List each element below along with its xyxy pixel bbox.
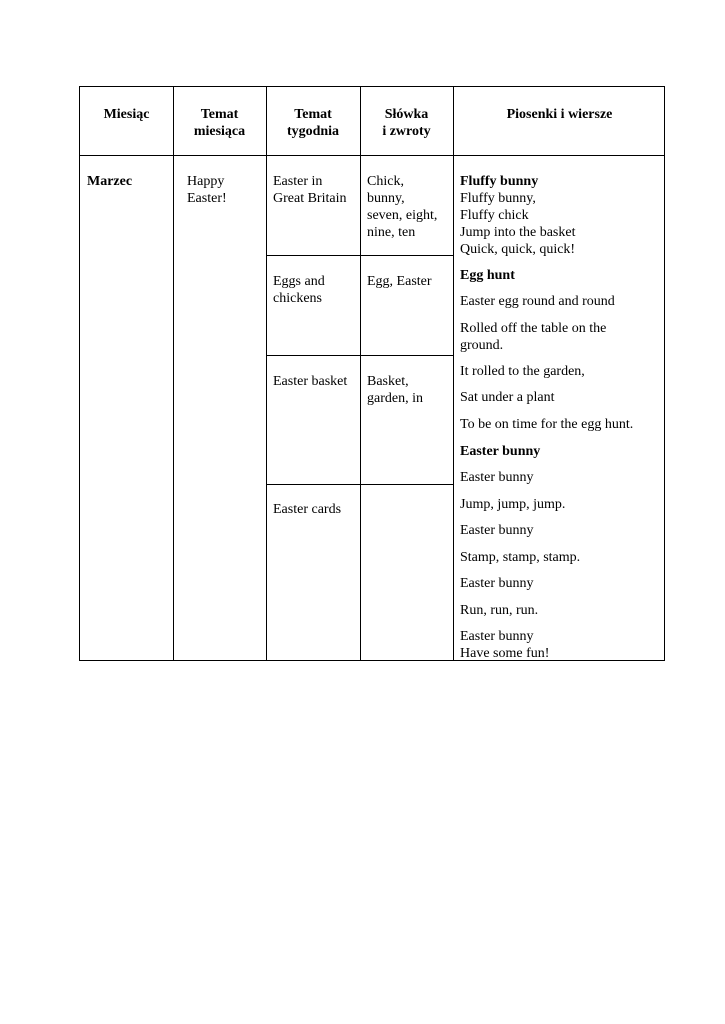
vocab-cell: Egg, Easter: [367, 274, 432, 289]
curriculum-table: [79, 86, 665, 661]
poem-line: Easter bunny: [460, 576, 534, 591]
month-cell: Marzec: [87, 174, 133, 189]
column-divider: [266, 87, 267, 660]
header-month-topic: Temat miesiąca: [193, 107, 246, 139]
poem-line: Stamp, stamp, stamp.: [460, 550, 581, 565]
header-month: Miesiąc: [103, 107, 150, 122]
poem-line: Easter egg round and round: [460, 294, 615, 309]
week-topic-cell: Easter cards: [273, 502, 342, 517]
row-divider: [266, 484, 453, 485]
week-topic-cell: Easter in Great Britain: [273, 174, 347, 206]
poem-title: Fluffy bunny: [460, 174, 539, 189]
poem-title: Egg hunt: [460, 268, 515, 283]
poem-line: Rolled off the table on the ground.: [460, 321, 607, 353]
week-topic-cell: Easter basket: [273, 374, 348, 389]
poem-line: Easter bunny Have some fun!: [460, 629, 550, 661]
column-divider: [173, 87, 174, 660]
column-divider: [453, 87, 454, 660]
poem-line: Jump, jump, jump.: [460, 497, 566, 512]
poem-line: Easter bunny: [460, 523, 534, 538]
vocab-cell: Chick, bunny, seven, eight, nine, ten: [367, 174, 438, 240]
week-topic-cell: Eggs and chickens: [273, 274, 325, 306]
vocab-cell: Basket, garden, in: [367, 374, 423, 406]
header-vocab: Słówka i zwroty: [382, 107, 431, 139]
poem-line: To be on time for the egg hunt.: [460, 417, 634, 432]
poem-title: Easter bunny: [460, 444, 541, 459]
poem-line: It rolled to the garden,: [460, 364, 585, 379]
header-songs: Piosenki i wiersze: [506, 107, 613, 122]
poem-line: Run, run, run.: [460, 603, 539, 618]
column-divider: [360, 87, 361, 660]
month-topic-cell: Happy Easter!: [187, 174, 227, 206]
poem-fluffy-bunny: Fluffy bunny Fluffy bunny, Fluffy chick Jump into the basket Quick, quick, quick!: [460, 173, 660, 258]
row-divider: [266, 255, 453, 256]
header-divider: [80, 155, 664, 156]
poem-line: Easter bunny: [460, 470, 534, 485]
poem-line: Sat under a plant: [460, 390, 555, 405]
row-divider: [266, 355, 453, 356]
header-week-topic: Temat tygodnia: [286, 107, 340, 139]
